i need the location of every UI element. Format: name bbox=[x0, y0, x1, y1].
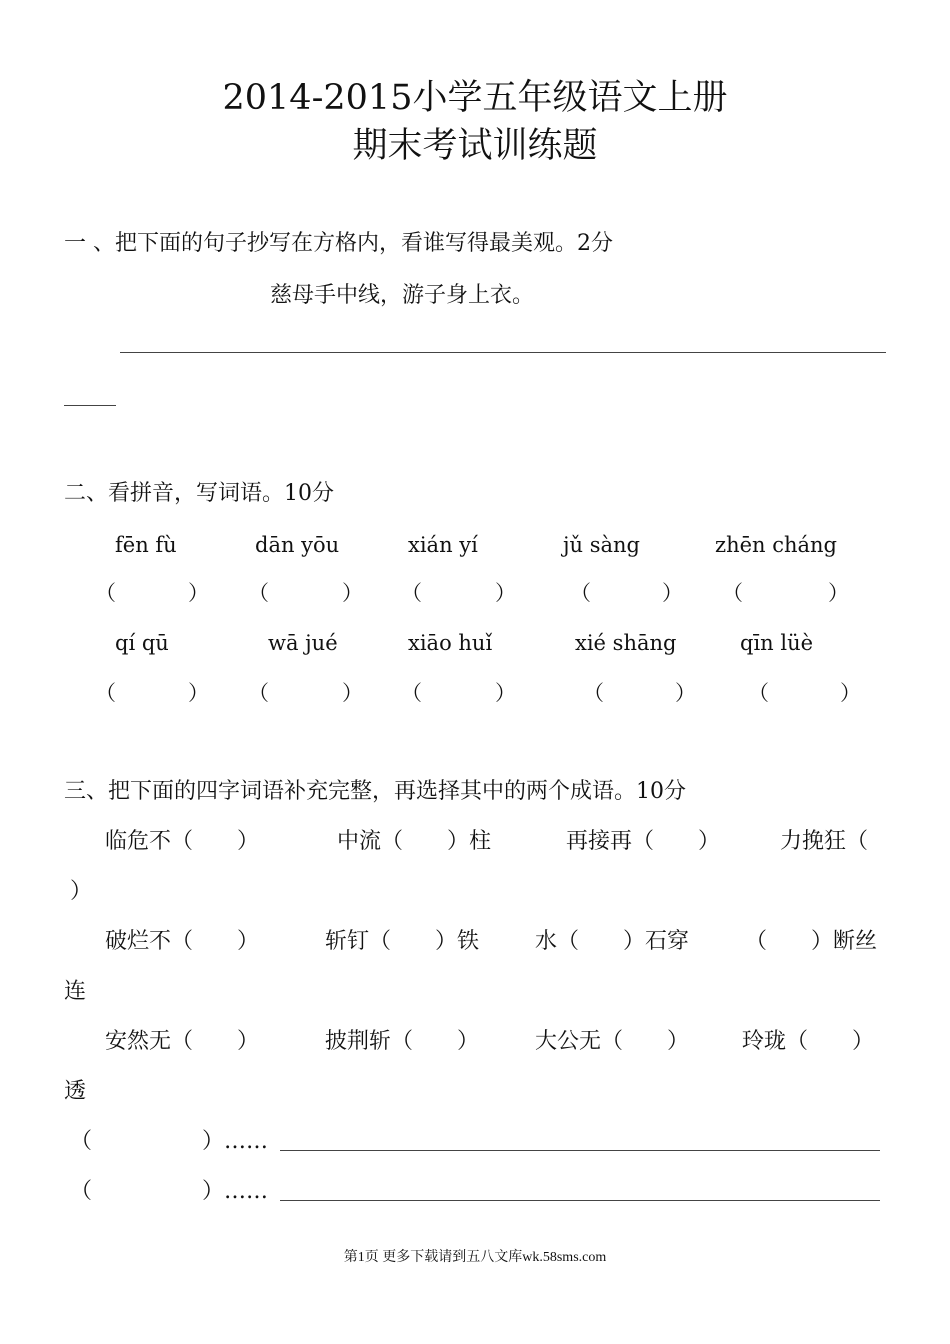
section2-heading: 二、看拼音，写词语。10分 bbox=[64, 481, 334, 506]
pinyin-7: wā jué bbox=[268, 631, 338, 655]
idiom-6[interactable]: 斩钉（ ）铁 bbox=[325, 929, 480, 954]
close-paren: ） bbox=[828, 581, 849, 605]
idiom-4[interactable]: 力挽狂（ bbox=[780, 829, 869, 854]
idiom-8[interactable]: （ ）断丝 bbox=[745, 929, 878, 954]
pinyin-1: fēn fù bbox=[115, 533, 177, 557]
pinyin-2: dān yōu bbox=[255, 533, 340, 557]
close-paren: ） bbox=[675, 681, 696, 705]
open-paren: （ bbox=[748, 681, 769, 705]
idiom-3[interactable]: 再接再（ ） bbox=[566, 829, 721, 854]
close-paren: ） bbox=[188, 581, 209, 605]
close-paren: ） bbox=[840, 681, 861, 705]
idiom-9[interactable]: 安然无（ ） bbox=[105, 1029, 260, 1054]
idiom-11[interactable]: 大公无（ ） bbox=[535, 1029, 690, 1054]
open-paren: （ bbox=[401, 581, 422, 605]
section1-heading: 一 、把下面的句子抄写在方格内，看谁写得最美观。2分 bbox=[64, 231, 613, 256]
idiom-10[interactable]: 披荆斩（ ） bbox=[325, 1029, 480, 1054]
copy-line[interactable] bbox=[120, 352, 886, 353]
open-paren: （ bbox=[95, 581, 116, 605]
open-paren: （ bbox=[722, 581, 743, 605]
idiom-4-wrap: ） bbox=[70, 879, 93, 904]
chosen-idiom-blank[interactable]: （ ）…… bbox=[70, 1179, 269, 1204]
open-paren: （ bbox=[248, 581, 269, 605]
open-paren: （ bbox=[95, 681, 116, 705]
pinyin-9: xié shāng bbox=[575, 631, 677, 655]
close-paren: ） bbox=[495, 581, 516, 605]
pinyin-5: zhēn cháng bbox=[715, 533, 837, 557]
close-paren: ） bbox=[495, 681, 516, 705]
pinyin-8: xiāo huǐ bbox=[408, 631, 493, 655]
sentence-line[interactable] bbox=[280, 1150, 880, 1151]
close-paren: ） bbox=[342, 581, 363, 605]
copy-line-continued[interactable] bbox=[64, 405, 116, 406]
chosen-idiom-blank[interactable]: （ ）…… bbox=[70, 1129, 269, 1154]
close-paren: ） bbox=[662, 581, 683, 605]
close-paren: ） bbox=[342, 681, 363, 705]
open-paren: （ bbox=[401, 681, 422, 705]
idiom-5[interactable]: 破烂不（ ） bbox=[105, 929, 260, 954]
pinyin-4: jǔ sàng bbox=[563, 533, 640, 557]
section3-heading: 三、把下面的四字词语补充完整，再选择其中的两个成语。10分 bbox=[64, 779, 686, 804]
open-paren: （ bbox=[570, 581, 591, 605]
close-paren: ） bbox=[188, 681, 209, 705]
pinyin-6: qí qū bbox=[115, 631, 169, 655]
sentence-line[interactable] bbox=[280, 1200, 880, 1201]
idiom-8-wrap: 连 bbox=[64, 979, 87, 1004]
pinyin-3: xián yí bbox=[408, 533, 478, 557]
title-line2: 期末考试训练题 bbox=[352, 126, 598, 166]
open-paren: （ bbox=[248, 681, 269, 705]
section1-sentence: 慈母手中线，游子身上衣。 bbox=[270, 283, 535, 308]
open-paren: （ bbox=[583, 681, 604, 705]
idiom-12[interactable]: 玲珑（ ） bbox=[742, 1029, 875, 1054]
title-line1: 2014-2015小学五年级语文上册 bbox=[222, 78, 728, 118]
page-footer: 第1页 更多下载请到五八文库wk.58sms.com bbox=[343, 1250, 607, 1265]
idiom-2[interactable]: 中流（ ）柱 bbox=[337, 829, 492, 854]
idiom-12-wrap: 透 bbox=[64, 1079, 87, 1104]
pinyin-10: qīn lüè bbox=[740, 631, 814, 655]
idiom-1[interactable]: 临危不（ ） bbox=[105, 829, 260, 854]
idiom-7[interactable]: 水（ ）石穿 bbox=[535, 929, 690, 954]
